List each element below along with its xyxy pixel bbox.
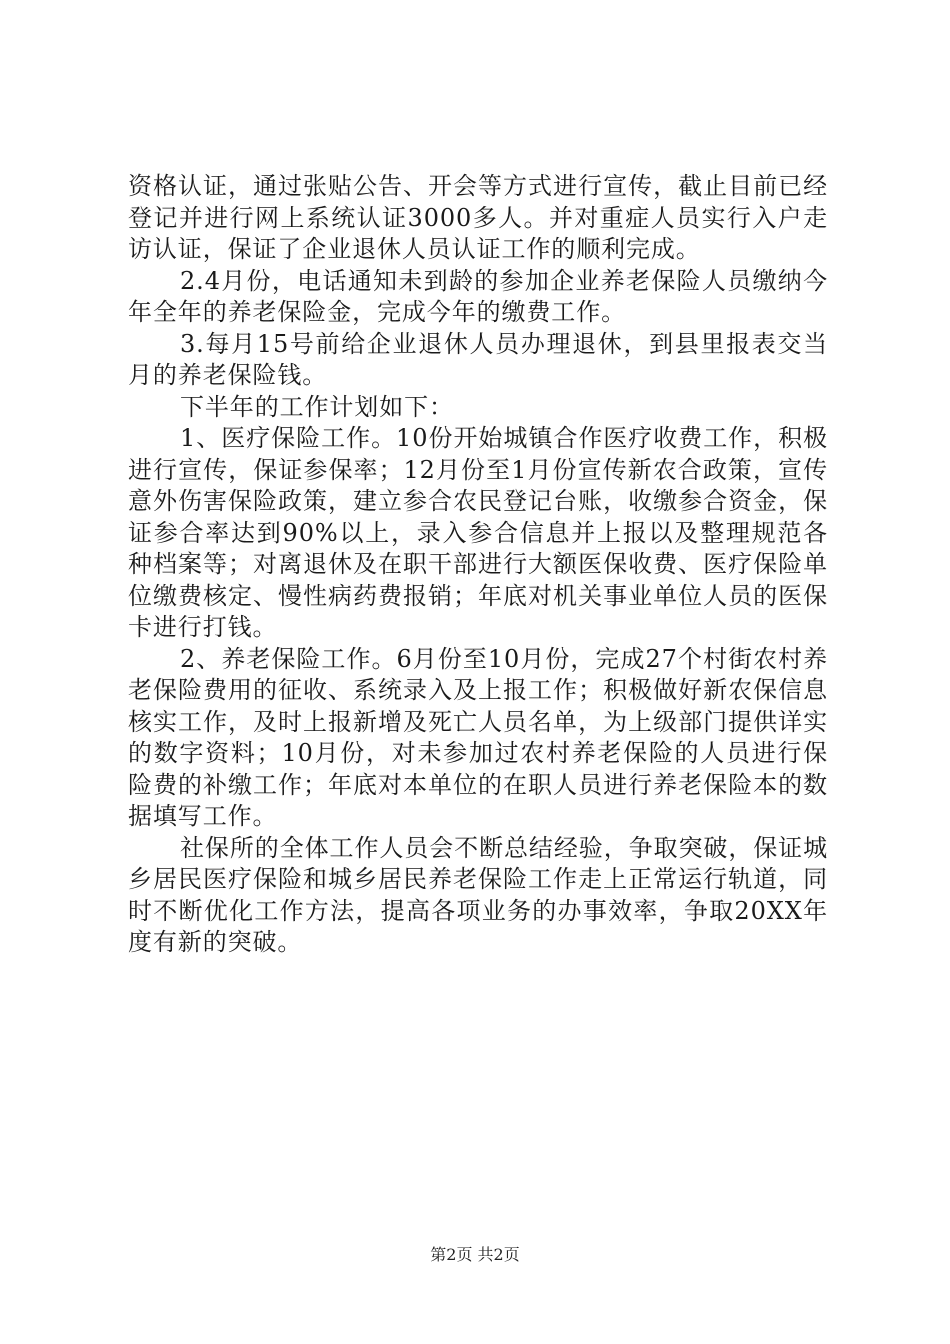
paragraph-item-3: 3.每月15号前给企业退休人员办理退休，到县里报表交当月的养老保险钱。 [128,329,828,389]
paragraph-continuation: 资格认证，通过张贴公告、开会等方式进行宣传，截止目前已经登记并进行网上系统认证3000多人。并对重症人员实行入户走访认证，保证了企业退休人员认证工作的顺利完成。 [128,172,828,263]
page-number: 第2页 共2页 [430,1245,520,1264]
paragraph-conclusion: 社保所的全体工作人员会不断总结经验，争取突破，保证城乡居民医疗保险和城乡居民养老保险工作走上正常运行轨道，同时不断优化工作方法，提高各项业务的办事效率，争取20XX年度有新的突破。 [128,833,828,956]
paragraph-item-2-4: 2.4月份，电话通知未到龄的参加企业养老保险人员缴纳今年全年的养老保险金，完成今年的缴费工作。 [128,266,828,326]
paragraph-medical-insurance: 1、医疗保险工作。10份开始城镇合作医疗收费工作，积极进行宣传，保证参保率；12月份至1月份宣传新农合政策，宣传意外伤害保险政策，建立参合农民登记台账，收缴参合资金，保证参合率达到90%以上，录入参合信息并上报以及整理规范各种档案等；对离退休及在职干部进行大额医保收费、医疗保险单位缴费核定、慢性病药费报销；年底对机关事业单位人员的医保卡进行打钱。 [128,424,828,641]
paragraph-pension-insurance: 2、养老保险工作。6月份至10月份，完成27个村街农村养老保险费用的征收、系统录入及上报工作；积极做好新农保信息核实工作，及时上报新增及死亡人员名单，为上级部门提供详实的数字资料；10月份，对未参加过农村养老保险的人员进行保险费的补缴工作；年底对本单位的在职人员进行养老保险本的数据填写工作。 [128,644,828,830]
document-body [128,171,828,959]
paragraph-plan-heading: 下半年的工作计划如下： [180,392,454,421]
